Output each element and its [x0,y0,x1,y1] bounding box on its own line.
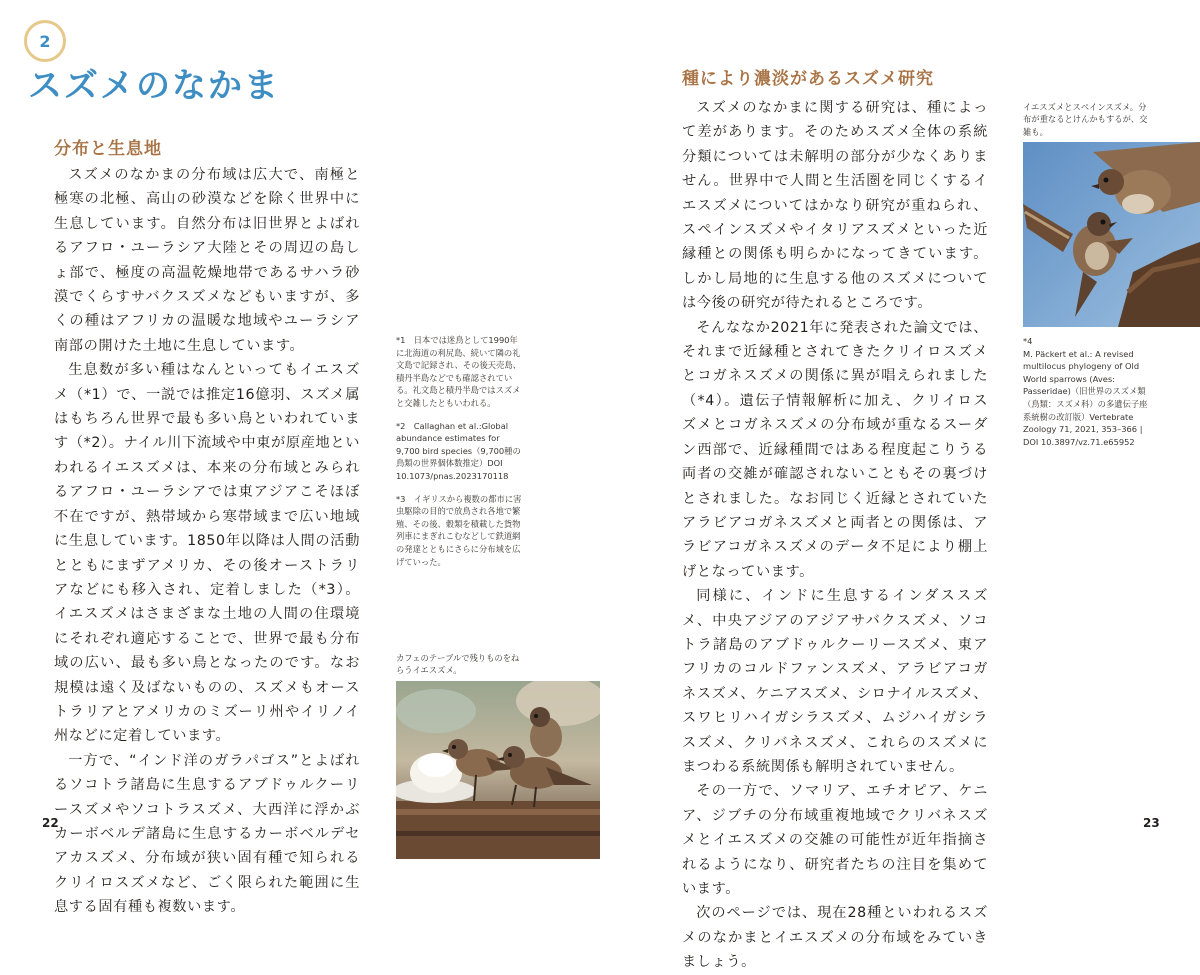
footnote-4-label: *4 [1023,336,1033,346]
paragraph: 一方で、“インド洋のガラパゴス”とよばれるソコトラ諸島に生息するアブドゥルクーリースズメやソコトラスズメ、大西洋に浮かぶカーボベルデ諸島に生息するカーボベルデセアカスズメ、分布域が狭い固有種で知られるクリイロスズメなど、ごく限られた範囲に生息する固有種も複数います。 [54,752,360,916]
footnote-4: M. Päckert et al.: A revised multilocus phylogeny of Old World sparrows (Aves: Passeridae)（旧世界のスズメ類（鳥類：スズメ科）の多遺伝子座系統樹の改訂版）Vertebrate Zoology 71, 2021, 353–366 | DOI 10.3897/vz.71.e65952 [1023,348,1148,447]
paragraph: スズメのなかまに関する研究は、種によって差があります。そのためスズメ全体の系統分類については未解明の部分が少なくありません。世界中で人間と生活圏を同じくするイエスズメについてはかなり研究が重ねられ、スペインスズメやイタリアスズメといった近縁種との関係も明らかになってきています。しかし局地的に生息する他のスズメについては今後の研究が待たれるところです。 [682,100,988,312]
section-heading-research: 種により濃淡があるスズメ研究 [682,69,934,89]
footnote-1: *1 日本では迷鳥として1990年に北海道の利尻島、続いて隣の礼文島で記録され、その後天売島、積丹半島などでも確認されている。礼文島と積丹半島ではスズメと交雑したともいわれる。 [396,335,521,408]
paragraph: スズメのなかまの分布域は広大で、南極と極寒の北極、高山の砂漠などを除く世界中に生息しています。自然分布は旧世界とよばれるアフロ・ユーラシア大陸とその周辺の島しょ部で、極度の高温乾燥地帯であるサハラ砂漠でくらすサバクスズメなどもいますが、多くの種はアフリカの温暖な地域やユーラシア南部の開けた土地に生息しています。 [54,167,360,354]
sparrows-photo-caption: イエスズメとスペインスズメ。分布が重なるとけんかもするが、交雑も。 [1023,102,1148,137]
page-number-right: 23 [1143,816,1160,830]
paragraph: 生息数が多い種はなんといってもイエスズメ（*1）で、一説では推定16億羽、スズメ属はもちろん世界で最も多い鳥といわれています（*2）。ナイル川下流域や中東が原産地といわれるイエスズメは、本来の分布域とみられるアフロ・ユーラシアでは東アジアこそほぼ不在ですが、熱帯域から寒帯域まで広い地域に生息しています。1850年以降は人間の活動とともにまずアメリカ、その後オーストラリアなどにも移入され、定着しました（*3）。イエスズメはさまざまな土地の人間の住環境にそれぞれ適応することで、世界で最も分布域の広い、最も多い鳥となったのです。なお規模は遠く及ばないものの、スズメもオーストラリアとアメリカのミズーリ州やイリノイ州などに定着しています。 [54,362,360,745]
chapter-title: スズメのなかま [28,66,280,106]
page-number-left: 22 [42,816,59,830]
section-heading-distribution: 分布と生息地 [54,139,162,159]
chapter-number: 2 [39,31,51,51]
right-body-text [682,96,988,975]
cafe-photo-caption: カフェのテーブルで残りものをねらうイエスズメ。 [396,653,520,676]
paragraph: そんななか2021年に発表された論文では、それまで近縁種とされてきたクリイロスズメとコガネスズメの関係に異が唱えられました（*4）。遺伝子情報解析に加え、クリイロスズメとコガネスズメの分布域が重なるスーダン西部で、近縁種間ではある程度起こりうる両者の交雑が確認されないこともその裏づけとされました。なお同じく近縁とされていたアラビアコガネスズメと両者との関係は、アラビアコガネスズメのデータ不足により棚上げとなっています。 [682,319,988,580]
paragraph: 同様に、インドに生息するインダススズメ、中央アジアのアジアサバクスズメ、ソコトラ諸島のアブドゥルクーリースズメ、東アフリカのコルドファンスズメ、アラビアコガネスズメ、ケニアスズメ、シロナイルスズメ、スワヒリハイガシラスズメ、ムジハイガシラスズメ、クリバネスズメ、これらのスズメにまつわる系統関係も解明されていません。 [682,588,988,775]
chapter-badge [24,20,66,62]
cafe-sparrows-photo [396,681,600,859]
footnote-2: *2 Callaghan et al.:Global abundance estimates for 9,700 bird species（9,700種の鳥類の世界個体数推定）DOI 10.1073/pnas.2023170118 [396,420,521,481]
left-body-text [54,163,360,920]
footnote-3: *3 イギリスから複数の都市に害虫駆除の目的で放鳥され各地で繁殖、その後、穀類を積載した貨物列車にまぎれこむなどして鉄道網の発達とともにさらに分布域を広げていった。 [396,493,522,567]
footnote-4-block [1023,335,1151,448]
fighting-sparrows-photo [1023,142,1200,327]
paragraph: その一方で、ソマリア、エチオピア、ケニア、ジブチの分布域重複地域でクリバネスズメとイエスズメの交雑の可能性が近年指摘されるようになり、研究者たちの注目を集めています。 [682,783,988,897]
paragraph: 次のページでは、現在28種といわれるスズメのなかまとイエスズメの分布域をみていきましょう。 [682,905,988,971]
footnotes-column [396,334,524,578]
